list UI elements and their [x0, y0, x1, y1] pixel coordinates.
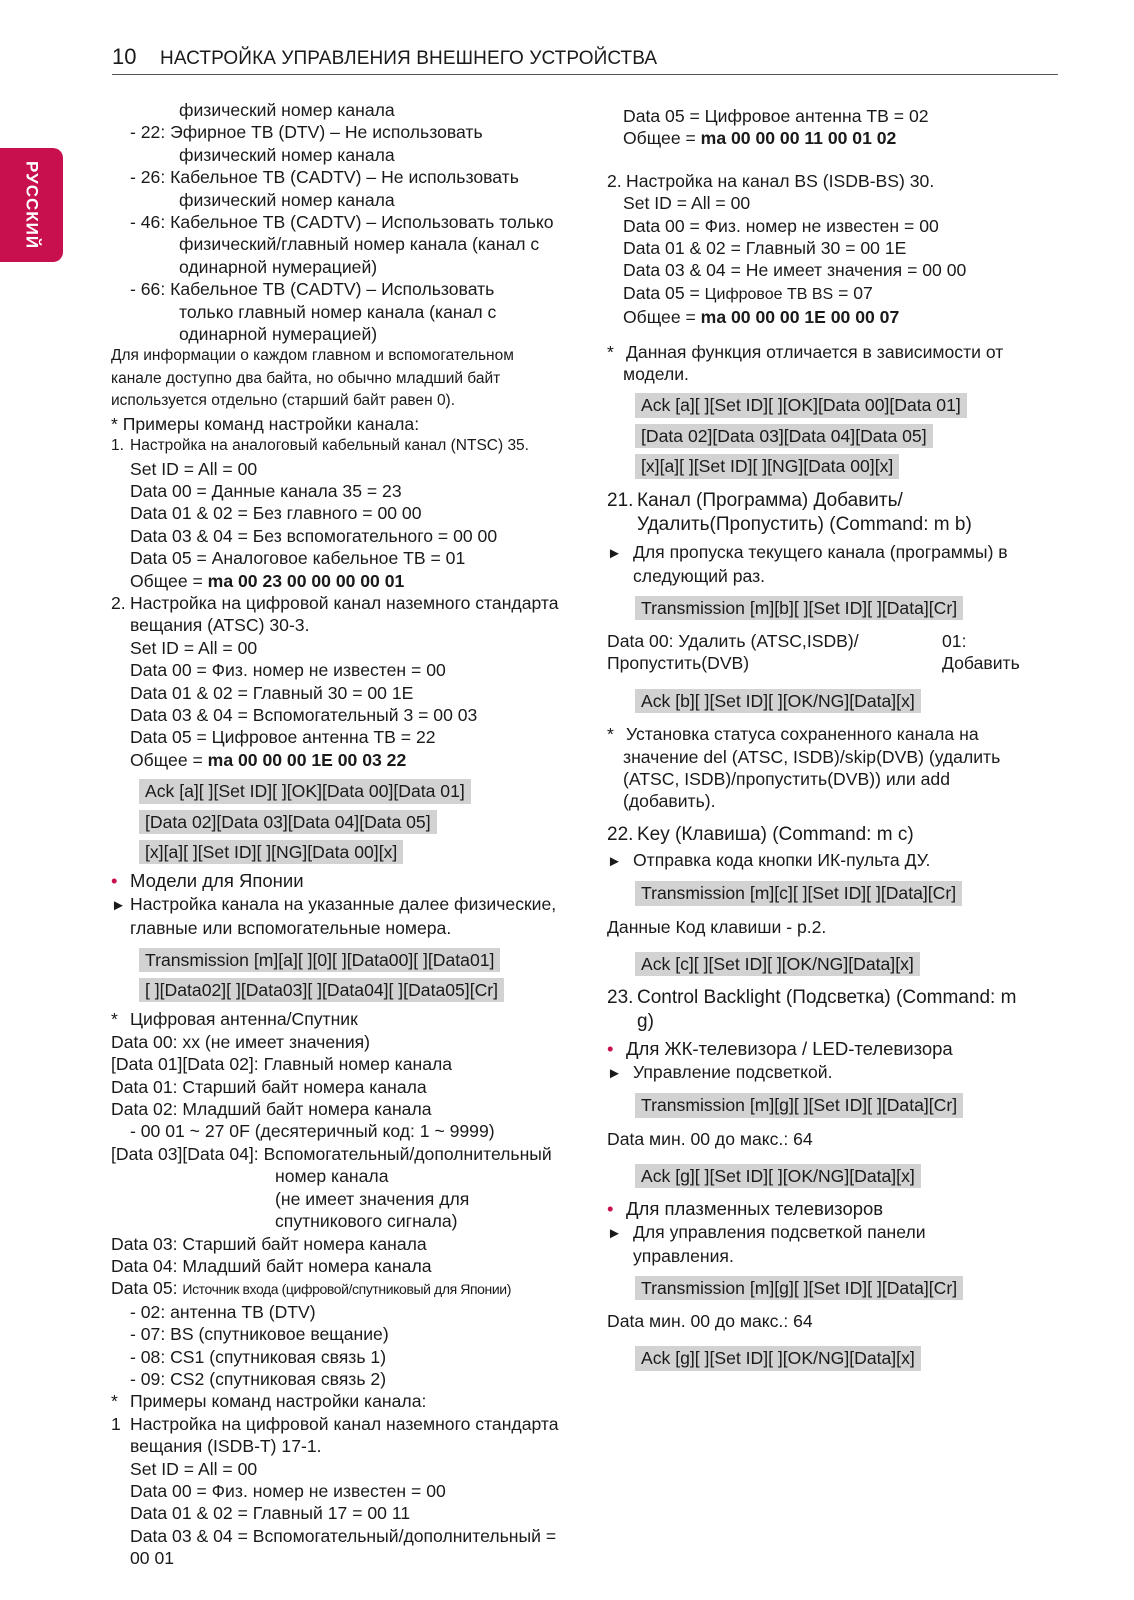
- page-number: 10: [112, 44, 137, 69]
- text-label: Data 05:: [111, 1278, 183, 1299]
- example-title: Настройка на аналоговый кабельный канал (NTSC) 35.: [130, 437, 529, 455]
- text-line: Data 02: Младший байт номера канала: [111, 1099, 432, 1120]
- total-label: Общее =: [130, 749, 208, 770]
- text-line: Data 04: Младший байт номера канала: [111, 1255, 432, 1276]
- note-line: (добавить).: [623, 791, 716, 812]
- total-value: ma 00 00 00 1E 00 03 22: [207, 749, 407, 770]
- text-line: Data 00: xx (не имеет значения): [111, 1031, 371, 1052]
- paragraph-line: используется отдельно (старший байт равен 0).: [111, 392, 456, 410]
- list-number: 1.: [111, 437, 124, 455]
- text-line: Data 03 & 04 = Не имеет значения = 00 00: [623, 260, 967, 281]
- text-line: одинарной нумерацией): [179, 256, 378, 277]
- code-line: Ack [g][ ][Set ID][ ][OK/NG][Data][x]: [635, 1164, 921, 1188]
- text-line: Data 01 & 02 = Главный 30 = 00 1E: [623, 238, 907, 259]
- section-title: Control Backlight (Подсветка) (Command: m: [637, 987, 1017, 1009]
- text-line: Set ID = All = 00: [623, 193, 751, 214]
- text-line: одинарной нумерацией): [179, 324, 378, 345]
- total-label: Общее =: [623, 307, 701, 328]
- code-line: [Data 02][Data 03][Data 04][Data 05]: [635, 424, 933, 448]
- total-value: ma 00 00 00 11 00 01 02: [700, 128, 897, 149]
- asterisk: *: [111, 1391, 118, 1412]
- text-line: Настройка канала на указанные далее физические,: [130, 893, 557, 914]
- text-line: - 02: антенна ТВ (DTV): [130, 1301, 316, 1322]
- arrow-icon: ►: [607, 852, 622, 870]
- code-line: [ ][Data02][ ][Data03][ ][Data04][ ][Data05][Cr]: [139, 978, 504, 1002]
- note-line: (ATSC, ISDB)/пропустить(DVB)) или add: [623, 768, 950, 789]
- text-line: главные или вспомогательные номера.: [130, 918, 452, 939]
- arrow-icon: ►: [111, 896, 126, 914]
- text-line: - 66: Кабельное ТВ (CADTV) – Использовать: [130, 279, 495, 300]
- text-line: - 09: CS2 (спутниковая связь 2): [130, 1368, 387, 1389]
- code-line: Ack [g][ ][Set ID][ ][OK/NG][Data][x]: [635, 1346, 921, 1370]
- text-line: Data 03: Старший байт номера канала: [111, 1233, 427, 1254]
- note-line: Данная функция отличается в зависимости от: [626, 341, 1004, 362]
- text-line: Управление подсветкой.: [633, 1061, 833, 1082]
- code-line: Transmission [m][b][ ][Set ID][ ][Data][Cr]: [635, 596, 963, 620]
- text-line: Пропустить(DVB): [607, 653, 750, 674]
- text-line: Data 00 = Физ. номер не известен = 00: [130, 660, 446, 681]
- data-row: [607, 630, 1037, 675]
- text-line: Data 05 = Цифровое антенна ТВ = 22: [130, 727, 436, 748]
- note-line: Установка статуса сохраненного канала на: [626, 724, 979, 745]
- code-line: [x][a][ ][Set ID][ ][NG][Data 00][x]: [635, 454, 899, 478]
- text-line: Set ID = All = 00: [130, 1458, 258, 1479]
- list-number: 23.: [607, 987, 634, 1009]
- note-line: модели.: [623, 364, 689, 385]
- total-value: ma 00 00 00 1E 00 00 07: [700, 307, 900, 328]
- text-line: Data 00 = Физ. номер не известен = 00: [130, 1480, 446, 1501]
- text-line: только главный номер канала (канал с: [179, 301, 497, 322]
- example-title: Настройка на цифровой канал наземного стандарта: [130, 592, 559, 613]
- text-line: Data 01 & 02 = Главный 17 = 00 11: [130, 1503, 411, 1524]
- list-number: 2.: [607, 170, 622, 191]
- text-line: Для пропуска текущего канала (программы) в: [633, 541, 1008, 562]
- example-title: Настройка на канал BS (ISDB-BS) 30.: [626, 170, 935, 191]
- text-line: физический номер канала: [179, 100, 395, 120]
- text-line: Data 05 = Цифровое антенна ТВ = 02: [623, 106, 929, 126]
- left-column: [111, 99, 599, 1570]
- text-line: Data 03 & 04 = Без вспомогательного = 00 00: [130, 525, 498, 546]
- code-line: Ack [b][ ][Set ID][ ][OK/NG][Data][x]: [635, 689, 921, 713]
- total-label: Общее =: [623, 128, 701, 149]
- text-line: 00 01: [130, 1548, 175, 1569]
- subsection-title: Для плазменных телевизоров: [626, 1198, 884, 1220]
- text-line: [Data 01][Data 02]: Главный номер канала: [111, 1054, 453, 1075]
- list-number: 2.: [111, 592, 126, 613]
- ack-code-block: [635, 393, 1053, 478]
- code-line: [x][a][ ][Set ID][ ][NG][Data 00][x]: [139, 840, 403, 864]
- page-header: [112, 44, 1058, 75]
- total-label: Общее =: [130, 570, 208, 591]
- paragraph-line: канале доступно два байта, но обычно младший байт: [111, 369, 501, 387]
- text-line: 01:: [942, 630, 967, 651]
- text-line: - 46: Кабельное ТВ (CADTV) – Использовать только: [130, 212, 554, 233]
- text-line: Data 03 & 04 = Вспомогательный/дополнительный =: [130, 1525, 557, 1546]
- text-line: - 00 01 ~ 27 0F (десятеричный код: 1 ~ 9999): [130, 1121, 495, 1142]
- text-line: - 08: CS1 (спутниковая связь 1): [130, 1346, 387, 1367]
- bullet-icon: •: [607, 1198, 614, 1220]
- text-line: - 22: Эфирное ТВ (DTV) – Не использовать: [130, 122, 483, 143]
- text-line: Цифровое ТВ BS: [704, 285, 834, 303]
- section-title: Цифровая антенна/Спутник: [130, 1009, 358, 1030]
- code-line: Ack [a][ ][Set ID][ ][OK][Data 00][Data 01]: [139, 779, 471, 803]
- examples-title: * Примеры команд настройки канала:: [111, 413, 420, 434]
- text-line: Data 01: Старший байт номера канала: [111, 1076, 427, 1097]
- page-title: НАСТРОЙКА УПРАВЛЕНИЯ ВНЕШНЕГО УСТРОЙСТВА: [160, 48, 658, 69]
- text-line: вещания (ISDB-T) 17-1.: [130, 1436, 322, 1457]
- asterisk: *: [111, 1009, 118, 1030]
- text-line: Для управления подсветкой панели: [633, 1221, 926, 1242]
- text-line: вещания (ATSC) 30-3.: [130, 615, 310, 636]
- text-label: Data 05 =: [623, 282, 705, 303]
- example-title: Настройка на цифровой канал наземного стандарта: [130, 1413, 559, 1434]
- code-line: Ack [c][ ][Set ID][ ][OK/NG][Data][x]: [635, 952, 920, 976]
- code-line: [Data 02][Data 03][Data 04][Data 05]: [139, 810, 437, 834]
- code-line: Ack [a][ ][Set ID][ ][OK][Data 00][Data 01]: [635, 393, 967, 417]
- text-line: следующий раз.: [633, 566, 766, 587]
- text-line: Data мин. 00 до макс.: 64: [607, 1311, 813, 1332]
- text-line: физический номер канала: [179, 144, 395, 165]
- text-line: Data 01 & 02 = Без главного = 00 00: [130, 503, 422, 524]
- code-line: Transmission [m][g][ ][Set ID][ ][Data][Cr]: [635, 1093, 963, 1117]
- asterisk: *: [607, 341, 614, 362]
- arrow-icon: ►: [607, 544, 622, 562]
- subsection-title: Для ЖК-телевизора / LED-телевизора: [626, 1038, 953, 1060]
- section-title: g): [637, 1011, 654, 1033]
- text-line: Data 01 & 02 = Главный 30 = 00 1E: [130, 682, 414, 703]
- text-line: номер канала: [275, 1166, 389, 1187]
- text-line: Добавить: [942, 653, 1020, 674]
- list-number: 21.: [607, 489, 634, 511]
- examples-title: Примеры команд настройки канала:: [130, 1391, 427, 1412]
- list-number: 1: [111, 1413, 121, 1434]
- text-line: - 26: Кабельное ТВ (CADTV) – Не использовать: [130, 167, 519, 188]
- text-line: Data мин. 00 до макс.: 64: [607, 1128, 813, 1149]
- paragraph-line: Для информации о каждом главном и вспомогательном: [111, 347, 514, 365]
- language-tab: [0, 148, 63, 262]
- text-line: (не имеет значения для: [275, 1188, 470, 1209]
- text-line: Data 00: Удалить (ATSC,ISDB)/: [607, 630, 859, 651]
- section-title: Удалить(Пропустить) (Command: m b): [637, 513, 972, 535]
- bullet-icon: •: [111, 870, 118, 892]
- arrow-icon: ►: [607, 1064, 622, 1082]
- text-line: Set ID = All = 00: [130, 637, 258, 658]
- asterisk: *: [607, 724, 614, 745]
- text-line: Данные Код клавиши - p.2.: [607, 916, 827, 937]
- right-column: [607, 105, 1053, 1381]
- text-line: Data 03 & 04 = Вспомогательный 3 = 00 03: [130, 704, 478, 725]
- bullet-icon: •: [607, 1038, 614, 1060]
- text-line: - 07: BS (спутниковое вещание): [130, 1324, 389, 1345]
- text-line: Отправка кода кнопки ИК-пульта ДУ.: [633, 849, 931, 870]
- code-line: Transmission [m][g][ ][Set ID][ ][Data][Cr]: [635, 1276, 963, 1300]
- text-line: Data 00 = Данные канала 35 = 23: [130, 480, 402, 501]
- text-line: Источник входа (цифровой/спутниковый для Японии): [182, 1281, 511, 1298]
- code-line: Transmission [m][a][ ][0][ ][Data00][ ][Data01]: [139, 948, 500, 972]
- text-line: Data 05 = Аналоговое кабельное ТВ = 01: [130, 548, 466, 569]
- note-line: значение del (ATSC, ISDB)/skip(DVB) (удалить: [623, 746, 1001, 767]
- text-line: физический/главный номер канала (канал с: [179, 234, 540, 255]
- code-line: Transmission [m][c][ ][Set ID][ ][Data][Cr]: [635, 881, 962, 905]
- text-line: спутникового сигнала): [275, 1211, 458, 1232]
- section-title: Модели для Японии: [130, 870, 304, 892]
- list-number: 22.: [607, 823, 634, 845]
- text-line: Data 00 = Физ. номер не известен = 00: [623, 215, 939, 236]
- language-tab-label: РУССКИЙ: [22, 160, 42, 250]
- text-line: управления.: [633, 1246, 734, 1267]
- arrow-icon: ►: [607, 1224, 622, 1242]
- text-line: Set ID = All = 00: [130, 458, 258, 479]
- ack-code-block: [139, 779, 599, 864]
- text-line: [Data 03][Data 04]: Вспомогательный/дополнительный: [111, 1143, 552, 1164]
- transmission-code-block: [139, 948, 599, 1003]
- section-title: Канал (Программа) Добавить/: [637, 489, 903, 511]
- text-value: = 07: [833, 282, 873, 303]
- text-line: физический номер канала: [179, 189, 395, 210]
- total-value: ma 00 23 00 00 00 00 01: [207, 570, 405, 591]
- section-title: Key (Клавиша) (Command: m c): [637, 823, 914, 845]
